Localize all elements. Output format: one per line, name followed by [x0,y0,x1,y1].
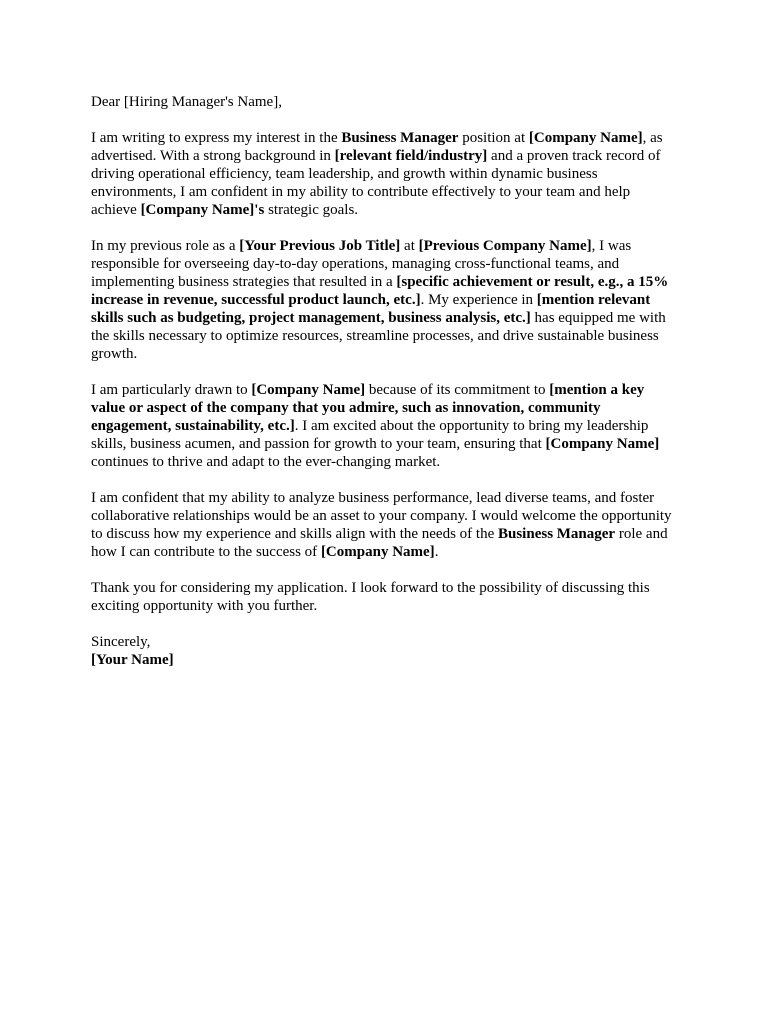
bold-text-run: [Previous Company Name] [418,238,592,254]
bold-text-run: [Company Name] [545,436,660,452]
text-run: strategic goals. [264,202,359,218]
text-run: . I am excited about the opportunity to bring my leadership skills, business acumen, and passion for growth to your team, ensuring that [91,418,649,452]
letter-paragraph [91,579,679,615]
closing-block [91,633,679,669]
cover-letter [91,93,679,669]
text-run: and a proven track record of driving operational efficiency, team leadership, and growth within dynamic business environments, I am confident in my ability to contribute effectively to your team and help achieve [91,148,661,218]
text-run: because of its commitment to [365,382,550,398]
bold-text-run: [specific achievement or result, e.g., a 15% increase in revenue, successful product launch, etc.] [91,274,669,308]
signature-text: [Your Name] [91,652,174,668]
bold-text-run: [mention a key value or aspect of the company that you admire, such as innovation, community engagement, sustainability, etc.] [91,382,645,434]
text-run: at [400,238,419,254]
text-run: continues to thrive and adapt to the ever-changing market. [91,454,441,470]
text-run: I am particularly drawn to [91,382,252,398]
text-run: I am writing to express my interest in the [91,130,342,146]
closing-line: Sincerely, [91,634,151,650]
letter-paragraph [91,381,679,471]
letter-paragraph [91,129,679,219]
text-run: , I was responsible for overseeing day-to-day operations, managing cross-functional teams, and implementing business strategies that resulted in a [91,238,632,290]
text-run: has equipped me with the skills necessary to optimize resources, streamline processes, and drive sustainable business growth. [91,310,666,362]
bold-text-run: Business Manager [498,526,616,542]
text-run: . [434,544,439,560]
salutation: Dear [Hiring Manager's Name], [91,94,282,110]
bold-text-run: [Your Previous Job Title] [239,238,401,254]
letter-paragraph [91,489,679,561]
text-run: , as advertised. With a strong background in [91,130,663,164]
signature-name [91,651,679,669]
letter-paragraph [91,237,679,363]
bold-text-run: [Company Name] [251,382,366,398]
bold-text-run: Business Manager [341,130,459,146]
bold-text-run: [Company Name] [320,544,435,560]
text-run: role and how I can contribute to the success of [91,526,668,560]
bold-text-run: [Company Name]'s [140,202,265,218]
text-run: . My experience in [420,292,537,308]
text-run: In my previous role as a [91,238,240,254]
bold-text-run: [mention relevant skills such as budgeting, project management, business analysis, etc.] [91,292,651,326]
text-run: position at [458,130,529,146]
text-run: I am confident that my ability to analyze business performance, lead diverse teams, and foster collaborative relationships would be an asset to your company. I would welcome the opportunity to discuss how my experience and skills align with the needs of the [91,490,672,542]
bold-text-run: [relevant field/industry] [334,148,488,164]
text-run: Thank you for considering my application. I look forward to the possibility of discussing this exciting opportunity with you further. [91,580,650,614]
bold-text-run: [Company Name] [528,130,643,146]
